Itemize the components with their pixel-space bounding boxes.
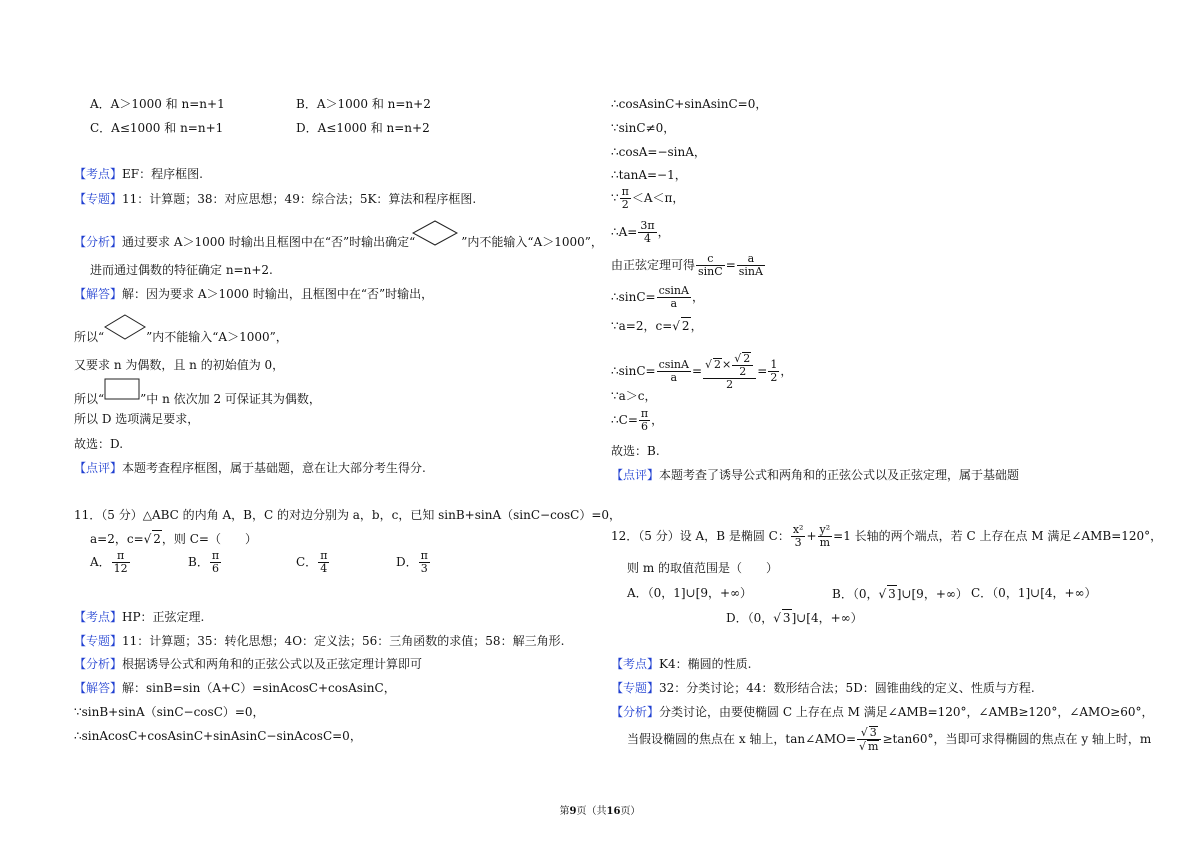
fraction (638, 220, 656, 245)
q10-fenxi (74, 234, 603, 250)
equals: = (757, 364, 768, 378)
numerator: c (696, 253, 725, 266)
jieda-text: 解：sinB=sin（A+C）=sinAcosC+cosAsinC， (122, 681, 396, 695)
denominator: √ m (859, 740, 879, 753)
numerator: √ 2× $\frac{√ 2}{2}$ (703, 352, 756, 379)
dianping-tag: 【点评】 (74, 461, 123, 475)
fenxi-text-a: 通过要求 A＞1000 时输出且框图中在“否”时输出确定“ (122, 235, 416, 249)
jieda-tag: 【解答】 (74, 681, 123, 695)
q10-option-b: B．A＞1000 和 n=n+2 (296, 97, 431, 111)
opt-label: B． (188, 555, 209, 569)
fraction (112, 550, 130, 575)
text: ∵a=2，c= (611, 319, 673, 333)
even-line: 又要求 n 为偶数，且 n 的初始值为 0， (74, 358, 285, 372)
text: ＜A＜π， (631, 191, 685, 205)
fraction (620, 186, 631, 211)
numerator: π (320, 549, 328, 562)
denominator: 6 (211, 562, 219, 575)
so1-text-b: ”内不能输入“A＞1000”， (146, 330, 288, 344)
sqrt-value: 2 (714, 358, 722, 371)
sqrt-value: 3 (869, 726, 877, 739)
text: ， (651, 413, 664, 427)
denominator: m (819, 536, 831, 549)
denominator: 2 (726, 378, 734, 391)
fraction (657, 359, 691, 384)
q11-option-c (296, 550, 330, 575)
choose-line: 故选：D. (74, 437, 124, 451)
fraction (703, 352, 756, 391)
kaodian-text: K4：椭圆的性质. (659, 657, 752, 671)
text: ∴sinC= (611, 290, 656, 304)
fenxi-text-c: 进而通过偶数的特征确定 n=n+2. (90, 263, 273, 277)
text: ∵ (611, 191, 619, 205)
sqrt-value: m (868, 740, 879, 753)
q12-option-a: A．（0，1]∪[9，+∞） (627, 586, 753, 600)
q12-option-c: C．（0，1]∪[4，+∞） (971, 586, 1097, 600)
fraction (318, 550, 329, 575)
q12-option-d: D．（0，√ 3]∪[4，+∞） (726, 611, 863, 625)
fenxi-text-b: ”内不能输入“A＞1000”， (461, 235, 603, 249)
footer-pre: 第 (559, 806, 570, 817)
opt-label: D． (396, 555, 418, 569)
zhuanti-text: 11：计算题；35：转化思想；4O：定义法；56：三角函数的求值；58：解三角形. (122, 634, 565, 648)
numerator: √ 3 (857, 726, 881, 740)
fenxi-text: 分类讨论，由要使椭圆 C 上存在点 M 满足∠AMB=120°，∠AMB≥120°，∠AMO≥60°， (659, 705, 1154, 719)
page-number: 9 (569, 806, 577, 817)
numerator: a (737, 253, 765, 266)
numerator: 1 (770, 358, 778, 371)
q11-given-b: ，则 C=（ ） (161, 532, 257, 546)
numerator: x² (792, 523, 804, 536)
footer-mid: 页（共 (576, 806, 607, 817)
kaodian-tag: 【考点】 (611, 657, 660, 671)
denominator: sinA (738, 265, 763, 278)
fraction (657, 285, 691, 310)
denominator: 3 (794, 536, 802, 549)
kaodian-text: EF：程序框图. (122, 167, 203, 181)
sol-line-1: ∴cosAsinC+sinAsinC=0， (611, 97, 768, 111)
q10-option-a: A．A＞1000 和 n=n+1 (90, 97, 225, 111)
d-line: 所以 D 选项满足要求， (74, 412, 200, 426)
text: 当假设椭圆的焦点在 x 轴上，tan∠AMO= (627, 732, 857, 746)
dianping-text: 本题考查了诱导公式和两角和的正弦公式以及正弦定理，属于基础题 (659, 468, 1020, 482)
denominator: 4 (320, 562, 328, 575)
zhuanti-tag: 【专题】 (611, 681, 660, 695)
equals: = (725, 258, 736, 272)
numerator: π (211, 549, 220, 562)
numerator: π (640, 407, 649, 420)
denominator: 3 (420, 562, 428, 575)
q12-zhuanti (611, 680, 1035, 696)
sol-line-2: ∵sinC≠0， (611, 121, 676, 135)
numerator: √ 2 (732, 352, 753, 366)
fenxi-tag: 【分析】 (74, 235, 123, 249)
sol-line-11: ∵a＞c， (611, 389, 657, 403)
q11-stem: 11．（5 分）△ABC 的内角 A，B，C 的对边分别为 a，b，c，已知 sinB+sinA（sinC−cosC）=0， (74, 508, 622, 522)
jieda-tag: 【解答】 (74, 287, 123, 301)
fraction (732, 352, 753, 378)
opt-label: C． (296, 555, 318, 569)
plus: + (806, 529, 817, 543)
text: ∴C= (611, 413, 638, 427)
sqrt-value: 2 (743, 352, 751, 365)
sqrt-value: 2 (153, 532, 161, 546)
q11-option-a (90, 550, 131, 575)
q10-option-c: C．A≤1000 和 n=n+1 (90, 121, 224, 135)
kaodian-tag: 【考点】 (74, 610, 123, 624)
sol-line-12 (611, 408, 663, 433)
kaodian-tag: 【考点】 (74, 167, 123, 181)
text: B．（0， (832, 587, 879, 601)
q11-given: a=2，c=√ 2，则 C=（ ） (90, 532, 257, 546)
sqrt-value: 2 (681, 319, 690, 333)
denominator: 2 (770, 371, 778, 384)
q10-kaodian (74, 166, 203, 182)
numerator: csinA (658, 284, 689, 297)
sol-line-13: 故选：B. (611, 444, 660, 458)
zhuanti-tag: 【专题】 (74, 634, 123, 648)
q12-option-b: B．（0，√ 3]∪[9，+∞） (832, 587, 968, 601)
zhuanti-tag: 【专题】 (74, 192, 123, 206)
text: ∴A= (611, 225, 638, 239)
q11-option-b (188, 550, 222, 575)
q11-jieda (74, 680, 396, 696)
sol-line-10 (611, 352, 792, 391)
q11-fenxi (74, 656, 422, 672)
so2-text-a: 所以“ (74, 392, 105, 406)
q12-fenxi-2 (627, 726, 1151, 753)
fraction (696, 253, 725, 278)
fenxi-tag: 【分析】 (74, 657, 123, 671)
text: ]∪[4，+∞） (791, 611, 863, 625)
q12-fenxi (611, 704, 1153, 720)
denominator: 2 (739, 365, 747, 378)
jieda-line-2: ∵sinB+sinA（sinC−cosC）=0， (74, 705, 265, 719)
sol-line-9: ∵a=2，c=√ 2， (611, 319, 703, 333)
numerator: π (112, 550, 130, 563)
equals: = (691, 364, 703, 378)
rectangle-shape-icon (104, 378, 140, 400)
text: D．（0， (726, 611, 774, 625)
fraction (419, 550, 430, 575)
fraction (737, 253, 765, 278)
text: ∴sinC= (611, 364, 656, 378)
jieda-line-3: ∴sinAcosC+cosAsinC+sinAsinC−sinAcosC=0， (74, 729, 362, 743)
sol-line-6 (611, 220, 670, 245)
text: ， (691, 290, 704, 304)
denominator: 2 (621, 198, 629, 211)
text: ， (780, 364, 793, 378)
so1-text-a: 所以“ (74, 330, 105, 344)
q11-dianping (611, 467, 1019, 483)
denominator: sinC (698, 265, 723, 278)
fraction (791, 524, 806, 549)
denominator: a (670, 297, 678, 310)
numerator: csinA (658, 358, 689, 371)
numerator: π (621, 185, 629, 198)
text: ， (657, 225, 670, 239)
text: ]∪[9，+∞） (896, 587, 968, 601)
denominator: 4 (643, 232, 651, 245)
times: × (722, 358, 732, 371)
numerator: y² (819, 523, 831, 536)
jieda-text: 解：因为要求 A＞1000 时输出，且框图中在“否”时输出， (122, 287, 434, 301)
q10-jieda (74, 286, 433, 302)
fraction (768, 359, 779, 384)
q12-kaodian (611, 656, 751, 672)
fraction (639, 408, 650, 433)
so2-text-b: ”中 n 依次加 2 可保证其为偶数， (140, 392, 321, 406)
dianping-text: 本题考查程序框图，属于基础题，意在让大部分考生得分. (122, 461, 426, 475)
q10-option-d: D．A≤1000 和 n=n+2 (296, 121, 430, 135)
zhuanti-text: 11：计算题；38：对应思想；49：综合法；5K：算法和程序框图. (122, 192, 477, 206)
q10-dianping (74, 460, 426, 476)
text: 由正弦定理可得 (611, 258, 696, 272)
sol-line-5 (611, 186, 684, 211)
q11-option-d (396, 550, 431, 575)
numerator: 3π (640, 219, 655, 232)
page-footer (0, 802, 1200, 817)
sol-line-3: ∴cosA=−sinA， (611, 145, 706, 159)
dianping-tag: 【点评】 (611, 468, 660, 482)
q11-zhuanti (74, 633, 564, 649)
fenxi-text: 根据诱导公式和两角和的正弦公式以及正弦定理计算即可 (122, 657, 423, 671)
denominator: 12 (113, 562, 128, 575)
denominator: 6 (640, 420, 648, 433)
fenxi-tag: 【分析】 (611, 705, 660, 719)
total-pages: 16 (606, 806, 621, 817)
q11-kaodian (74, 609, 204, 625)
fraction (818, 524, 833, 549)
sol-line-4: ∴tanA=−1， (611, 168, 687, 182)
sol-line-7 (611, 253, 766, 278)
footer-post: 页） (620, 806, 641, 817)
numerator: π (420, 549, 428, 562)
q10-zhuanti (74, 191, 476, 207)
q12-ask: 则 m 的取值范围是（ ） (627, 561, 779, 575)
sqrt-value: 3 (782, 611, 791, 625)
text: 12．（5 分）设 A，B 是椭圆 C： (611, 529, 790, 543)
text: ， (690, 319, 703, 333)
denominator: a (670, 371, 678, 384)
zhuanti-text: 32：分类讨论；44：数形结合法；5D：圆锥曲线的定义、性质与方程. (659, 681, 1035, 695)
sqrt-value: 3 (888, 587, 896, 601)
q12-stem (611, 524, 1162, 549)
text: =1 长轴的两个端点，若 C 上存在点 M 满足∠AMB=120°， (833, 529, 1163, 543)
diamond-shape-icon (412, 220, 458, 246)
opt-label: A． (90, 555, 111, 569)
fraction (857, 726, 881, 753)
q11-given-a: a=2，c= (90, 532, 144, 546)
kaodian-text: HP：正弦定理. (122, 610, 205, 624)
diamond-shape-icon (104, 314, 146, 340)
fraction (210, 550, 221, 575)
sol-line-8 (611, 285, 704, 310)
text: ≥tan60°，当即可求得椭圆的焦点在 y 轴上时，m (882, 732, 1152, 746)
